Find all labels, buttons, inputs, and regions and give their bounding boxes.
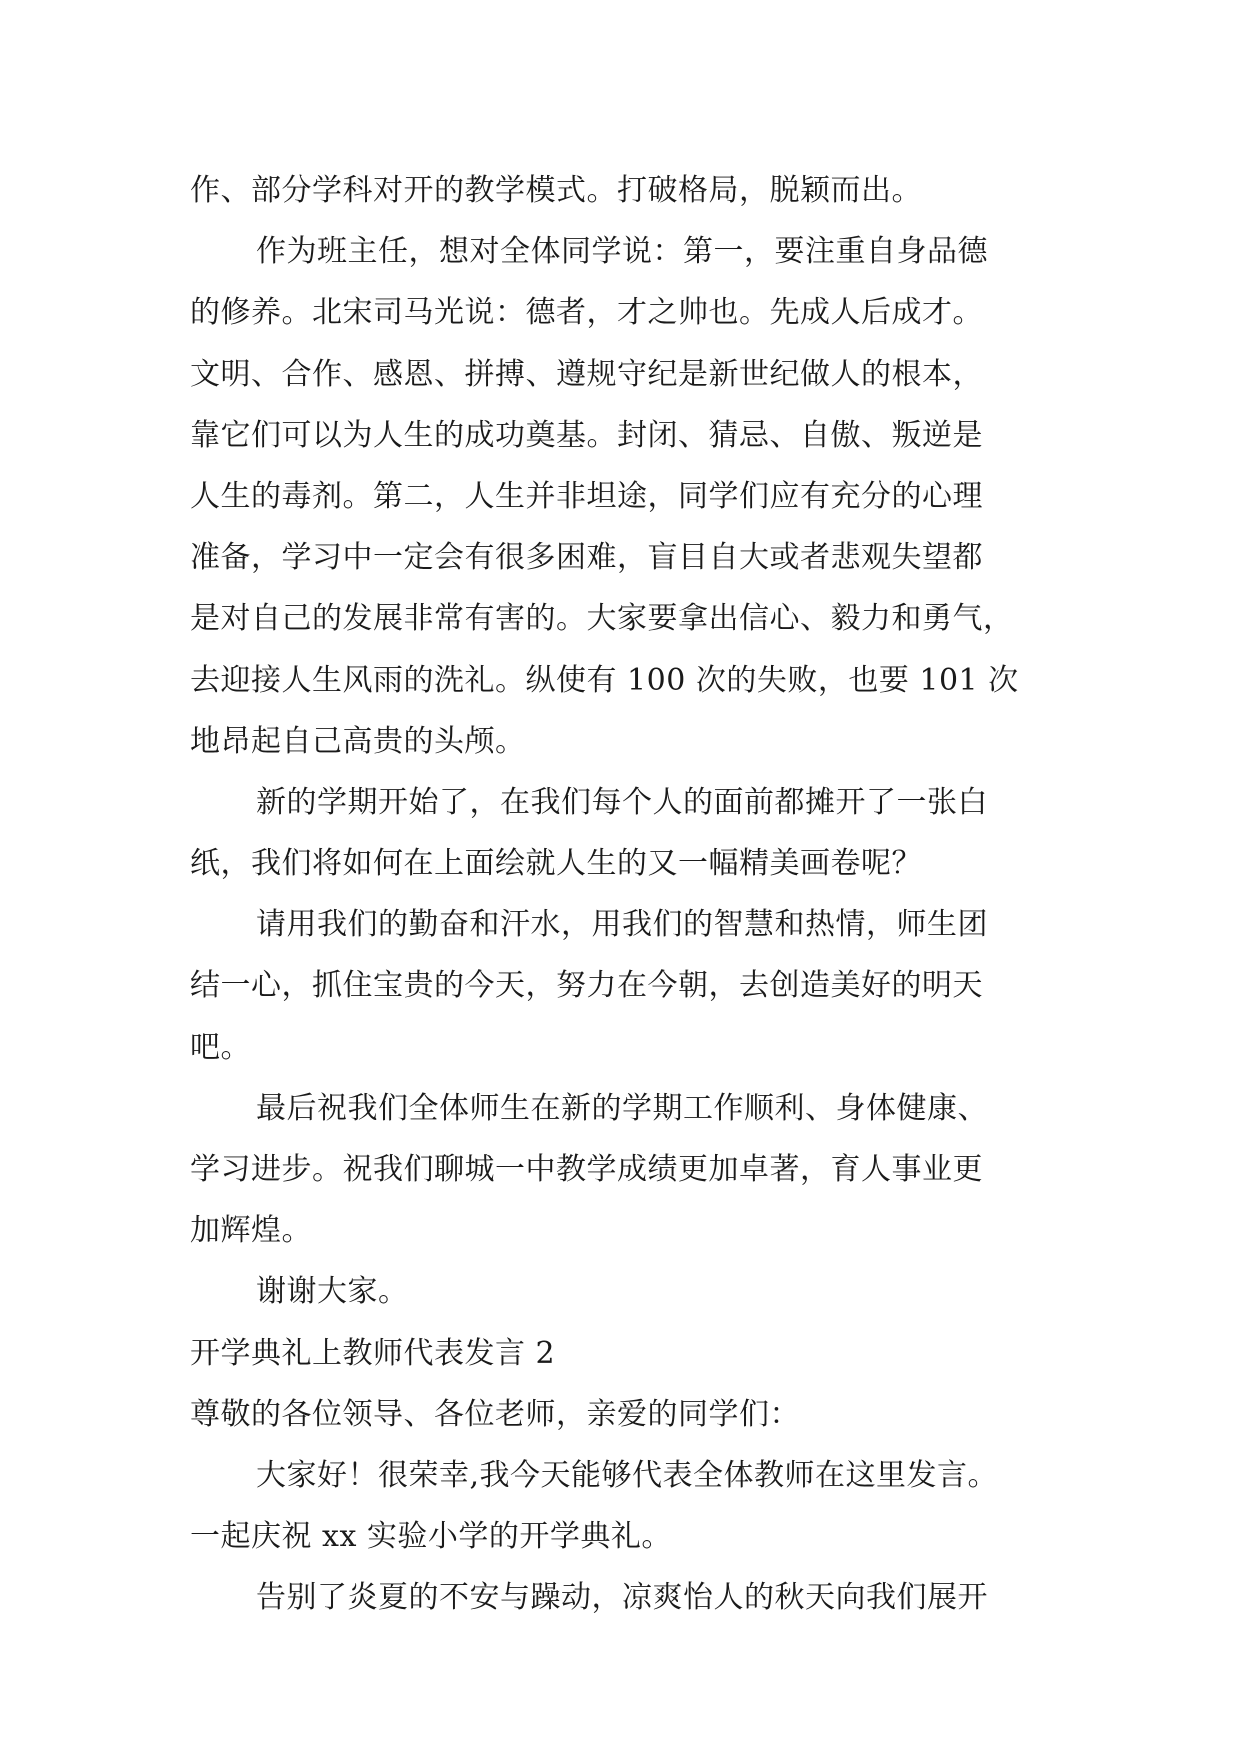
- salutation: 尊敬的各位领导、各位老师，亲爱的同学们：: [190, 1396, 800, 1432]
- text-line: 最后祝我们全体师生在新的学期工作顺利、身体健康、: [256, 1090, 988, 1126]
- text-line: 纸，我们将如何在上面绘就人生的又一幅精美画卷呢？: [190, 846, 922, 882]
- text-line: 告别了炎夏的不安与躁动，凉爽怡人的秋天向我们展开: [256, 1580, 988, 1616]
- text-line: 作、部分学科对开的教学模式。打破格局，脱颖而出。: [190, 173, 922, 208]
- text-line: 准备，学习中一定会有很多困难，盲目自大或者悲观失望都: [190, 540, 983, 576]
- text-line: 人生的毒剂。第二，人生并非坦途，同学们应有充分的心理: [190, 478, 983, 514]
- text-line: 学习进步。祝我们聊城一中教学成绩更加卓著，育人事业更: [190, 1152, 983, 1187]
- text-line: 加辉煌。: [190, 1213, 312, 1249]
- text-line: 吧。: [190, 1029, 251, 1065]
- text-line: 新的学期开始了，在我们每个人的面前都摊开了一张白: [256, 784, 988, 820]
- text-line: 的修养。北宋司马光说：德者，才之帅也。先成人后成才。: [190, 295, 983, 331]
- text-line: 是对自己的发展非常有害的。大家要拿出信心、毅力和勇气，: [190, 601, 1014, 637]
- text-line: 地昂起自己高贵的头颅。: [190, 723, 526, 759]
- text-line: 靠它们可以为人生的成功奠基。封闭、猜忌、自傲、叛逆是: [190, 417, 983, 453]
- text-line: 文明、合作、感恩、拼搏、遵规守纪是新世纪做人的根本，: [190, 356, 983, 392]
- text-line: 结一心，抓住宝贵的今天，努力在今朝，去创造美好的明天: [190, 968, 983, 1004]
- text-line: 请用我们的勤奋和汗水，用我们的智慧和热情，师生团: [256, 907, 988, 943]
- section-heading: 开学典礼上教师代表发言 2: [190, 1335, 556, 1371]
- text-line: 作为班主任，想对全体同学说：第一，要注重自身品德: [256, 234, 988, 270]
- text-line: 谢谢大家。: [256, 1274, 409, 1310]
- text-line: 大家好！很荣幸,我今天能够代表全体教师在这里发言。: [256, 1457, 999, 1493]
- text-line: 一起庆祝 xx 实验小学的开学典礼。: [190, 1519, 672, 1555]
- text-line: 去迎接人生风雨的洗礼。纵使有 100 次的失败，也要 101 次: [190, 662, 1019, 698]
- document-body: [190, 160, 1060, 1629]
